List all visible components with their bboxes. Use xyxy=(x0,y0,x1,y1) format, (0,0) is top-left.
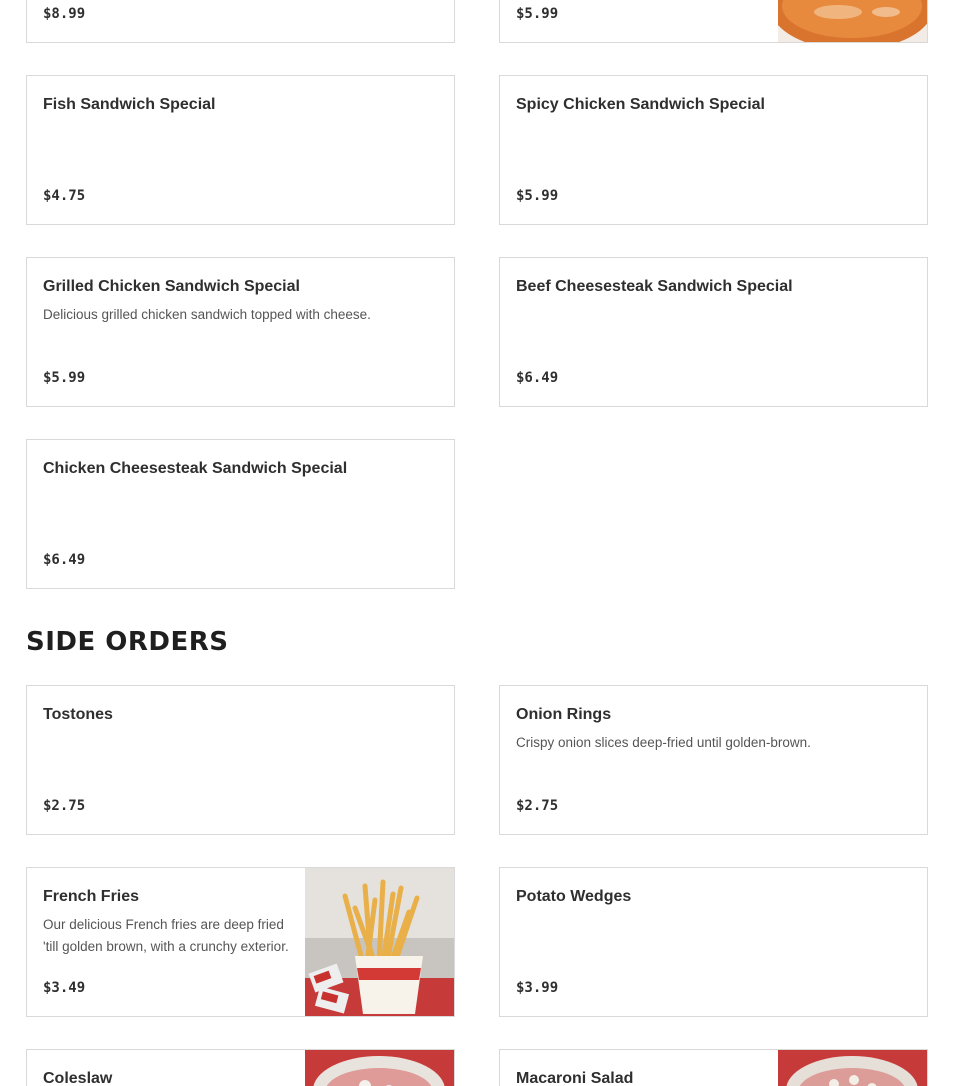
menu-item-card[interactable] xyxy=(499,257,928,407)
item-price: $5.99 xyxy=(43,370,86,386)
menu-item-card[interactable] xyxy=(499,1049,928,1086)
macaroni-salad-photo xyxy=(778,1050,927,1086)
menu-item-card-partial-left[interactable] xyxy=(26,0,455,43)
item-price: $3.99 xyxy=(516,980,559,996)
item-name: Chicken Cheesesteak Sandwich Special xyxy=(43,460,348,477)
section-title-side-orders: SIDE ORDERS xyxy=(26,627,229,657)
item-name: Spicy Chicken Sandwich Special xyxy=(516,96,765,113)
menu-item-card[interactable] xyxy=(26,1049,455,1086)
menu-item-card[interactable] xyxy=(499,685,928,835)
item-price: $3.49 xyxy=(43,980,86,996)
item-description: Crispy onion slices deep-fried until golden-brown. xyxy=(516,735,811,750)
item-price: $8.99 xyxy=(43,6,86,22)
menu-item-card-partial-right[interactable] xyxy=(499,0,928,43)
item-name: Beef Cheesesteak Sandwich Special xyxy=(516,278,793,295)
menu-item-card[interactable] xyxy=(26,75,455,225)
item-name: Grilled Chicken Sandwich Special xyxy=(43,278,300,295)
item-name: Fish Sandwich Special xyxy=(43,96,216,113)
item-price: $4.75 xyxy=(43,188,86,204)
item-name: Tostones xyxy=(43,706,113,723)
menu-item-card[interactable] xyxy=(26,685,455,835)
item-name: Macaroni Salad xyxy=(516,1070,634,1086)
menu-item-card[interactable] xyxy=(26,257,455,407)
item-name: Onion Rings xyxy=(516,706,612,723)
item-description: Delicious grilled chicken sandwich topped with cheese. xyxy=(43,307,371,322)
item-price: $6.49 xyxy=(516,370,559,386)
menu-item-card[interactable] xyxy=(26,867,455,1017)
item-price: $6.49 xyxy=(43,552,86,568)
menu-item-card[interactable] xyxy=(499,75,928,225)
item-name: Coleslaw xyxy=(43,1070,113,1086)
item-description: Our delicious French fries are deep fried 'till golden brown, with a crunchy exterior. xyxy=(43,917,289,954)
item-price: $2.75 xyxy=(516,798,559,814)
item-price: $5.99 xyxy=(516,6,559,22)
spicy-chicken-photo xyxy=(778,0,927,42)
coleslaw-photo xyxy=(305,1050,454,1086)
item-name: Potato Wedges xyxy=(516,888,632,905)
menu-item-card[interactable] xyxy=(26,439,455,589)
menu-item-card[interactable] xyxy=(499,867,928,1017)
item-price: $5.99 xyxy=(516,188,559,204)
french-fries-photo xyxy=(305,868,454,1016)
item-price: $2.75 xyxy=(43,798,86,814)
item-name: French Fries xyxy=(43,888,140,905)
